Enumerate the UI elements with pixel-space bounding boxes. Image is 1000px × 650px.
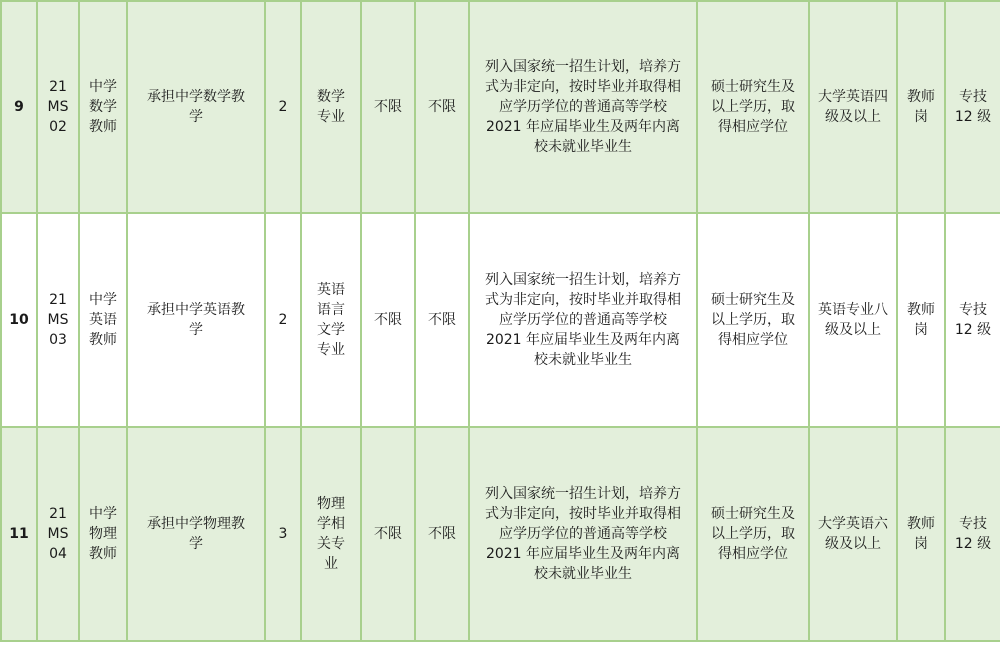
cell-text-line: 学 xyxy=(189,109,203,125)
cell-text-line: MS xyxy=(47,526,69,542)
row-number: 10 xyxy=(1,213,37,427)
table-row xyxy=(1,427,1000,641)
cell-text-line: 应学历学位的普通高等学校 xyxy=(499,312,667,328)
cell-text-line: 教师 xyxy=(907,302,935,318)
language-requirement xyxy=(809,213,897,427)
cell-text-line: 2021 年应届毕业生及两年内离 xyxy=(485,119,681,135)
position-name xyxy=(79,1,127,213)
cell-text-line: 03 xyxy=(49,332,67,348)
eligibility-remark xyxy=(469,1,697,213)
major-requirement xyxy=(301,427,361,641)
cell-text-line: 硕士研究生及 xyxy=(711,79,795,95)
cell-text-line: MS xyxy=(47,99,69,115)
cell-text-line: 级及以上 xyxy=(825,322,881,338)
cell-text-line: 学 xyxy=(189,536,203,552)
position-name xyxy=(79,213,127,427)
cell-text-line: 教师 xyxy=(89,119,117,135)
cell-text-line: 承担中学物理教 xyxy=(147,516,245,532)
cell-text-line: 文学 xyxy=(317,322,345,338)
cell-text-line: 列入国家统一招生计划，培养方 xyxy=(485,272,681,288)
education-requirement xyxy=(697,213,809,427)
major-requirement xyxy=(301,1,361,213)
cell-text-line: 得相应学位 xyxy=(718,119,788,135)
cell-text-line: 应学历学位的普通高等学校 xyxy=(499,526,667,542)
unrestricted-cell: 不限 xyxy=(361,213,415,427)
cell-text-line: 2021 年应届毕业生及两年内离 xyxy=(485,546,681,562)
cell-text-line: 级及以上 xyxy=(825,536,881,552)
position-level xyxy=(945,427,1000,641)
eligibility-remark xyxy=(469,213,697,427)
cell-text-line: 中学 xyxy=(89,292,117,308)
cell-text-line: 数学 xyxy=(89,99,117,115)
education-requirement xyxy=(697,1,809,213)
cell-text-line: 02 xyxy=(49,119,67,135)
cell-text-line: 校未就业毕业生 xyxy=(534,566,632,582)
cell-text-line: 以上学历，取 xyxy=(711,99,795,115)
cell-text-line: 应学历学位的普通高等学校 xyxy=(499,99,667,115)
cell-text-line: 数学 xyxy=(317,89,345,105)
cell-text-line: MS xyxy=(47,312,69,328)
position-duty xyxy=(127,1,265,213)
cell-text-line: 英语 xyxy=(317,282,345,298)
cell-text-line: 承担中学英语教 xyxy=(147,302,245,318)
cell-text-line: 列入国家统一招生计划，培养方 xyxy=(485,59,681,75)
cell-text-line: 专技 xyxy=(959,516,987,532)
cell-text-line: 以上学历，取 xyxy=(711,312,795,328)
cell-text-line: 关专 xyxy=(317,536,345,552)
cell-text-line: 岗 xyxy=(914,109,928,125)
table-row xyxy=(1,1,1000,213)
cell-text-line: 得相应学位 xyxy=(718,546,788,562)
cell-text-line: 级及以上 xyxy=(825,109,881,125)
cell-text-line: 列入国家统一招生计划，培养方 xyxy=(485,486,681,502)
unrestricted-cell: 不限 xyxy=(415,427,469,641)
cell-text-line: 专业 xyxy=(317,342,345,358)
hire-count: 3 xyxy=(265,427,301,641)
cell-text-line: 业 xyxy=(324,556,338,572)
cell-text-line: 教师 xyxy=(89,332,117,348)
unrestricted-cell: 不限 xyxy=(361,427,415,641)
cell-text-line: 岗 xyxy=(914,536,928,552)
cell-text-line: 12 级 xyxy=(954,536,992,552)
cell-text-line: 校未就业毕业生 xyxy=(534,352,632,368)
cell-text-line: 专技 xyxy=(959,89,987,105)
position-code xyxy=(37,213,79,427)
cell-text-line: 21 xyxy=(49,292,67,308)
cell-text-line: 承担中学数学教 xyxy=(147,89,245,105)
major-requirement xyxy=(301,213,361,427)
cell-text-line: 教师 xyxy=(907,89,935,105)
cell-text-line: 以上学历，取 xyxy=(711,526,795,542)
language-requirement xyxy=(809,427,897,641)
cell-text-line: 21 xyxy=(49,79,67,95)
language-requirement xyxy=(809,1,897,213)
cell-text-line: 大学英语六 xyxy=(818,516,888,532)
hire-count: 2 xyxy=(265,1,301,213)
cell-text-line: 学 xyxy=(189,322,203,338)
cell-text-line: 04 xyxy=(49,546,67,562)
unrestricted-cell: 不限 xyxy=(415,1,469,213)
cell-text-line: 校未就业毕业生 xyxy=(534,139,632,155)
table-row xyxy=(1,213,1000,427)
position-level xyxy=(945,1,1000,213)
cell-text-line: 学相 xyxy=(317,516,345,532)
position-duty xyxy=(127,213,265,427)
education-requirement xyxy=(697,427,809,641)
position-name xyxy=(79,427,127,641)
position-code xyxy=(37,1,79,213)
cell-text-line: 硕士研究生及 xyxy=(711,506,795,522)
cell-text-line: 专业 xyxy=(317,109,345,125)
cell-text-line: 专技 xyxy=(959,302,987,318)
cell-text-line: 英语 xyxy=(89,312,117,328)
position-duty xyxy=(127,427,265,641)
position-code xyxy=(37,427,79,641)
hire-count: 2 xyxy=(265,213,301,427)
unrestricted-cell: 不限 xyxy=(361,1,415,213)
cell-text-line: 12 级 xyxy=(954,322,992,338)
cell-text-line: 式为非定向，按时毕业并取得相 xyxy=(485,79,681,95)
cell-text-line: 物理 xyxy=(89,526,117,542)
cell-text-line: 大学英语四 xyxy=(818,89,888,105)
cell-text-line: 中学 xyxy=(89,79,117,95)
cell-text-line: 式为非定向，按时毕业并取得相 xyxy=(485,506,681,522)
cell-text-line: 硕士研究生及 xyxy=(711,292,795,308)
row-number: 11 xyxy=(1,427,37,641)
position-type xyxy=(897,213,945,427)
position-level xyxy=(945,213,1000,427)
cell-text-line: 岗 xyxy=(914,322,928,338)
cell-text-line: 物理 xyxy=(317,496,345,512)
unrestricted-cell: 不限 xyxy=(415,213,469,427)
eligibility-remark xyxy=(469,427,697,641)
position-type xyxy=(897,427,945,641)
cell-text-line: 12 级 xyxy=(954,109,992,125)
cell-text-line: 式为非定向，按时毕业并取得相 xyxy=(485,292,681,308)
cell-text-line: 语言 xyxy=(317,302,345,318)
cell-text-line: 中学 xyxy=(89,506,117,522)
cell-text-line: 英语专业八 xyxy=(818,302,888,318)
cell-text-line: 21 xyxy=(49,506,67,522)
cell-text-line: 2021 年应届毕业生及两年内离 xyxy=(485,332,681,348)
row-number: 9 xyxy=(1,1,37,213)
position-type xyxy=(897,1,945,213)
cell-text-line: 教师 xyxy=(89,546,117,562)
cell-text-line: 教师 xyxy=(907,516,935,532)
cell-text-line: 得相应学位 xyxy=(718,332,788,348)
